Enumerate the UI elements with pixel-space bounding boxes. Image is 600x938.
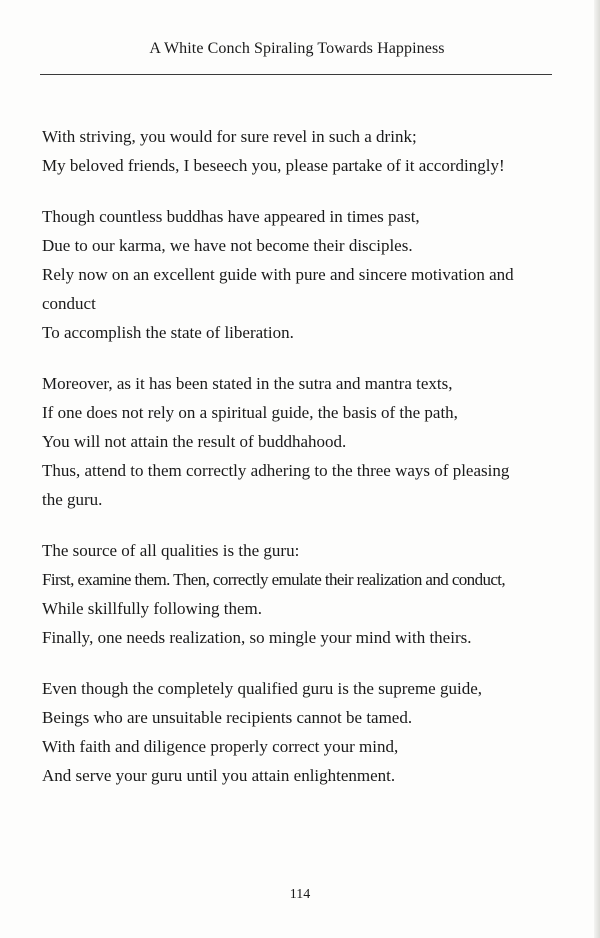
stanza-3 [42,369,562,514]
header-divider [40,74,552,75]
verse-line: And serve your guru until you attain enlightenment. [42,766,396,785]
stanza-4 [42,536,562,652]
verse-line: Due to our karma, we have not become their disciples. [42,236,413,255]
running-header-title: A White Conch Spiraling Towards Happiness [149,40,445,57]
page-edge-shadow [594,0,600,938]
stanza-1 [42,122,562,180]
verse-line: If one does not rely on a spiritual guide, the basis of the path, [42,403,458,422]
stanza-2 [42,202,562,347]
verse-line: With faith and diligence properly correct your mind, [42,737,399,756]
verse-line: Finally, one needs realization, so mingle your mind with theirs. [42,628,472,647]
verse-line: Even though the completely qualified guru is the supreme guide, [42,679,482,698]
verse-line: Thus, attend to them correctly adhering to the three ways of pleasing [42,461,510,480]
verse-line: To accomplish the state of liberation. [42,323,294,342]
verse-body [42,122,562,812]
verse-line-continuation: conduct [42,294,96,313]
verse-line: You will not attain the result of buddhahood. [42,432,347,451]
verse-line: With striving, you would for sure revel in such a drink; [42,127,417,146]
stanza-5 [42,674,562,790]
verse-line: The source of all qualities is the guru: [42,541,300,560]
verse-line: Rely now on an excellent guide with pure and sincere motivation and [42,265,514,284]
verse-line: Though countless buddhas have appeared in times past, [42,207,420,226]
verse-line: My beloved friends, I beseech you, please partake of it accordingly! [42,156,505,175]
verse-line-continuation: the guru. [42,490,103,509]
verse-line: Moreover, as it has been stated in the sutra and mantra texts, [42,374,453,393]
verse-line: Beings who are unsuitable recipients cannot be tamed. [42,708,413,727]
verse-line: First, examine them. Then, correctly emulate their realization and conduct, [42,570,506,589]
verse-line: While skillfully following them. [42,599,263,618]
page-number: 114 [289,887,311,902]
